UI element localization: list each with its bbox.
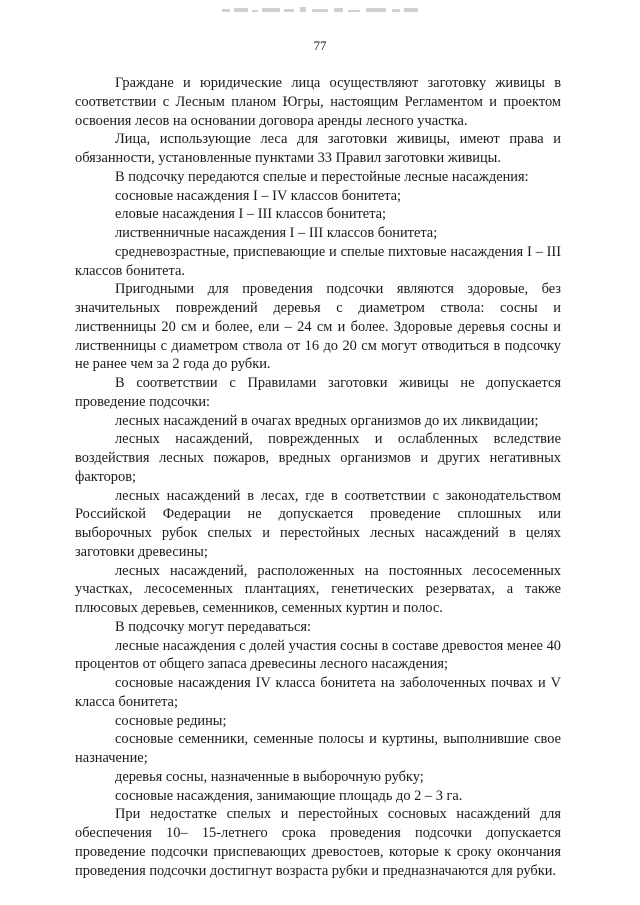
paragraph: лесных насаждений в лесах, где в соответствии с законодательством Российской Федерации не допускается проведение сплошных или выборочных рубок спелых и перестойных лесных насаждений в целях заготовки древесины;: [75, 487, 561, 560]
paragraph: При недостатке спелых и перестойных сосновых насаждений для обеспечения 10– 15-летнего срока проведения подсочки допускается проведение подсочки приспевающих древостоев, которые к сроку окончания проведения подсочки достигнут возраста рубки и предназначаются для рубки.: [75, 806, 561, 879]
paragraph: сосновые насаждения I – IV классов бонитета;: [115, 187, 402, 204]
paragraph: сосновые семенники, семенные полосы и куртины, выполнившие свое назначение;: [75, 731, 561, 766]
paragraph: сосновые насаждения, занимающие площадь до 2 – 3 га.: [115, 787, 463, 804]
body-text: [75, 74, 561, 880]
paragraph: Граждане и юридические лица осуществляют заготовку живицы в соответствии с Лесным планом Югры, настоящим Регламентом и проектом освоения лесов на основании договора аренды лесного участка.: [75, 75, 561, 129]
paragraph: сосновые насаждения IV класса бонитета на заболоченных почвах и V класса бонитета;: [75, 675, 561, 710]
paragraph: деревья сосны, назначенные в выборочную рубку;: [115, 768, 424, 785]
paragraph: сосновые редины;: [115, 712, 227, 729]
paragraph: лесных насаждений, поврежденных и ослабленных вследствие воздействия лесных пожаров, вредных организмов и других негативных факторов;: [75, 431, 561, 485]
paragraph: лесных насаждений в очагах вредных организмов до их ликвидации;: [115, 412, 539, 429]
faded-stamp-marks: [222, 6, 422, 16]
paragraph: средневозрастные, приспевающие и спелые пихтовые насаждения I – III классов бонитета.: [75, 243, 561, 279]
paragraph: лиственничные насаждения I – III классов бонитета;: [115, 225, 438, 241]
paragraph: В подсочку могут передаваться:: [115, 618, 311, 635]
paragraph: лесных насаждений, расположенных на постоянных лесосеменных участках, лесосеменных плантациях, генетических резерватах, а также плюсовых деревьев, семенников, семенных куртин и полос.: [75, 562, 561, 616]
paragraph: Пригодными для проведения подсочки являются здоровые, без значительных повреждений деревья с диаметром ствола: сосны и лиственницы 20 см и более, ели – 24 см и более. Здоровые деревья сосны и лиственницы с диаметром ствола от 16 до 20 см могут отводиться в подсочку не ранее чем за 2 года до рубки.: [75, 281, 561, 373]
page-number: 77: [313, 38, 327, 53]
paragraph: лесные насаждения с долей участия сосны в составе древостоя менее 40 процентов от общего запаса древесины лесного насаждения;: [75, 637, 561, 673]
paragraph: В подсочку передаются спелые и перестойные лесные насаждения:: [115, 168, 529, 185]
paragraph: еловые насаждения I – III классов бонитета;: [115, 206, 387, 223]
paragraph: В соответствии с Правилами заготовки живицы не допускается проведение подсочки:: [75, 375, 561, 410]
paragraph: Лица, использующие леса для заготовки живицы, имеют права и обязанности, установленные пунктами 33 Правил заготовки живицы.: [75, 131, 561, 166]
